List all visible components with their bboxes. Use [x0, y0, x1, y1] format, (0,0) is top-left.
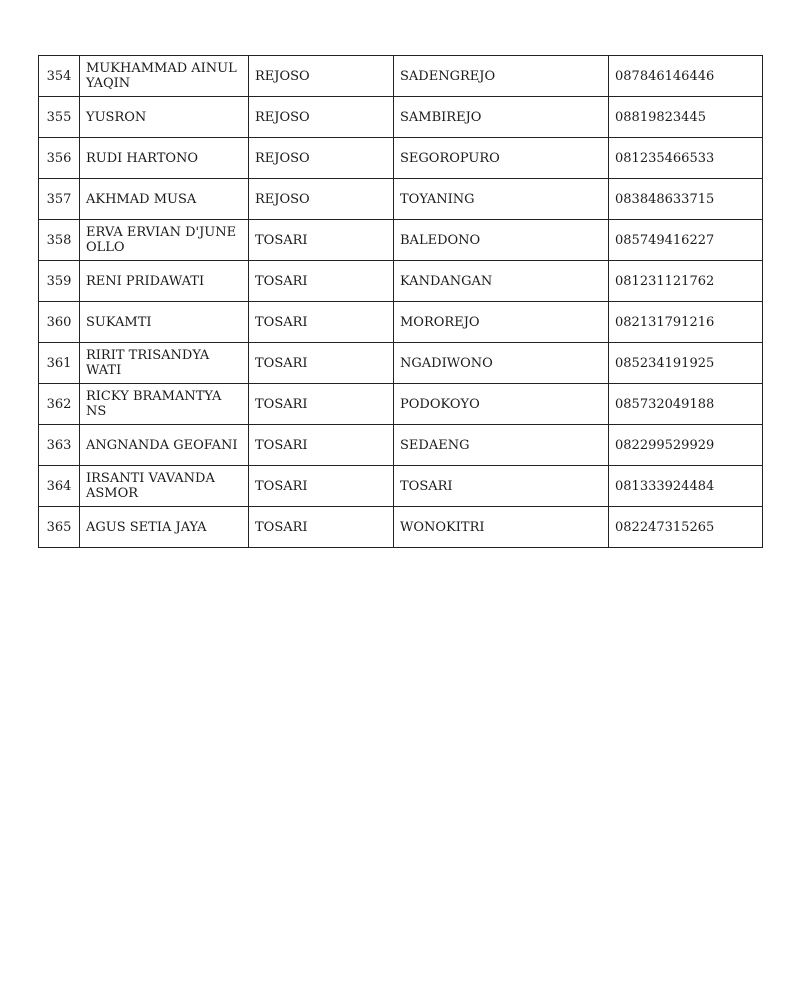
name-cell: RICKY BRAMANTYA NS [80, 384, 249, 425]
village-cell: MOROREJO [394, 302, 609, 343]
row-number-cell: 357 [39, 179, 80, 220]
phone-cell: 082247315265 [609, 507, 763, 548]
name-cell: RIRIT TRISANDYA WATI [80, 343, 249, 384]
name-cell: IRSANTI VAVANDA ASMOR [80, 466, 249, 507]
phone-cell: 083848633715 [609, 179, 763, 220]
village-cell: SAMBIREJO [394, 97, 609, 138]
row-number-cell: 354 [39, 56, 80, 97]
phone-cell: 085749416227 [609, 220, 763, 261]
row-number-cell: 361 [39, 343, 80, 384]
district-cell: REJOSO [249, 179, 394, 220]
table-row [39, 97, 763, 138]
name-cell: ERVA ERVIAN D'JUNE OLLO [80, 220, 249, 261]
name-cell: RENI PRIDAWATI [80, 261, 249, 302]
district-cell: TOSARI [249, 425, 394, 466]
table-row [39, 179, 763, 220]
table-row [39, 56, 763, 97]
phone-cell: 082299529929 [609, 425, 763, 466]
table-row [39, 261, 763, 302]
name-cell: ANGNANDA GEOFANI [80, 425, 249, 466]
district-cell: TOSARI [249, 261, 394, 302]
name-cell: AKHMAD MUSA [80, 179, 249, 220]
table-row [39, 138, 763, 179]
phone-cell: 081235466533 [609, 138, 763, 179]
phone-cell: 082131791216 [609, 302, 763, 343]
village-cell: BALEDONO [394, 220, 609, 261]
village-cell: SEDAENG [394, 425, 609, 466]
name-cell: YUSRON [80, 97, 249, 138]
district-cell: TOSARI [249, 302, 394, 343]
district-cell: REJOSO [249, 56, 394, 97]
row-number-cell: 359 [39, 261, 80, 302]
village-cell: WONOKITRI [394, 507, 609, 548]
district-cell: TOSARI [249, 507, 394, 548]
row-number-cell: 360 [39, 302, 80, 343]
table-row [39, 466, 763, 507]
phone-cell: 087846146446 [609, 56, 763, 97]
row-number-cell: 365 [39, 507, 80, 548]
name-cell: MUKHAMMAD AINUL YAQIN [80, 56, 249, 97]
phone-cell: 08819823445 [609, 97, 763, 138]
table-row [39, 302, 763, 343]
village-cell: KANDANGAN [394, 261, 609, 302]
name-cell: SUKAMTI [80, 302, 249, 343]
row-number-cell: 364 [39, 466, 80, 507]
roster-table [38, 55, 763, 548]
table-row [39, 425, 763, 466]
name-cell: RUDI HARTONO [80, 138, 249, 179]
district-cell: REJOSO [249, 138, 394, 179]
village-cell: SADENGREJO [394, 56, 609, 97]
name-cell: AGUS SETIA JAYA [80, 507, 249, 548]
phone-cell: 085234191925 [609, 343, 763, 384]
district-cell: TOSARI [249, 466, 394, 507]
village-cell: SEGOROPURO [394, 138, 609, 179]
district-cell: TOSARI [249, 343, 394, 384]
village-cell: NGADIWONO [394, 343, 609, 384]
phone-cell: 085732049188 [609, 384, 763, 425]
row-number-cell: 363 [39, 425, 80, 466]
table-row [39, 343, 763, 384]
district-cell: TOSARI [249, 384, 394, 425]
phone-cell: 081231121762 [609, 261, 763, 302]
district-cell: TOSARI [249, 220, 394, 261]
village-cell: TOSARI [394, 466, 609, 507]
row-number-cell: 362 [39, 384, 80, 425]
table-row [39, 507, 763, 548]
row-number-cell: 356 [39, 138, 80, 179]
row-number-cell: 355 [39, 97, 80, 138]
roster-table-body [39, 56, 763, 548]
village-cell: TOYANING [394, 179, 609, 220]
phone-cell: 081333924484 [609, 466, 763, 507]
row-number-cell: 358 [39, 220, 80, 261]
table-row [39, 384, 763, 425]
district-cell: REJOSO [249, 97, 394, 138]
table-row [39, 220, 763, 261]
village-cell: PODOKOYO [394, 384, 609, 425]
